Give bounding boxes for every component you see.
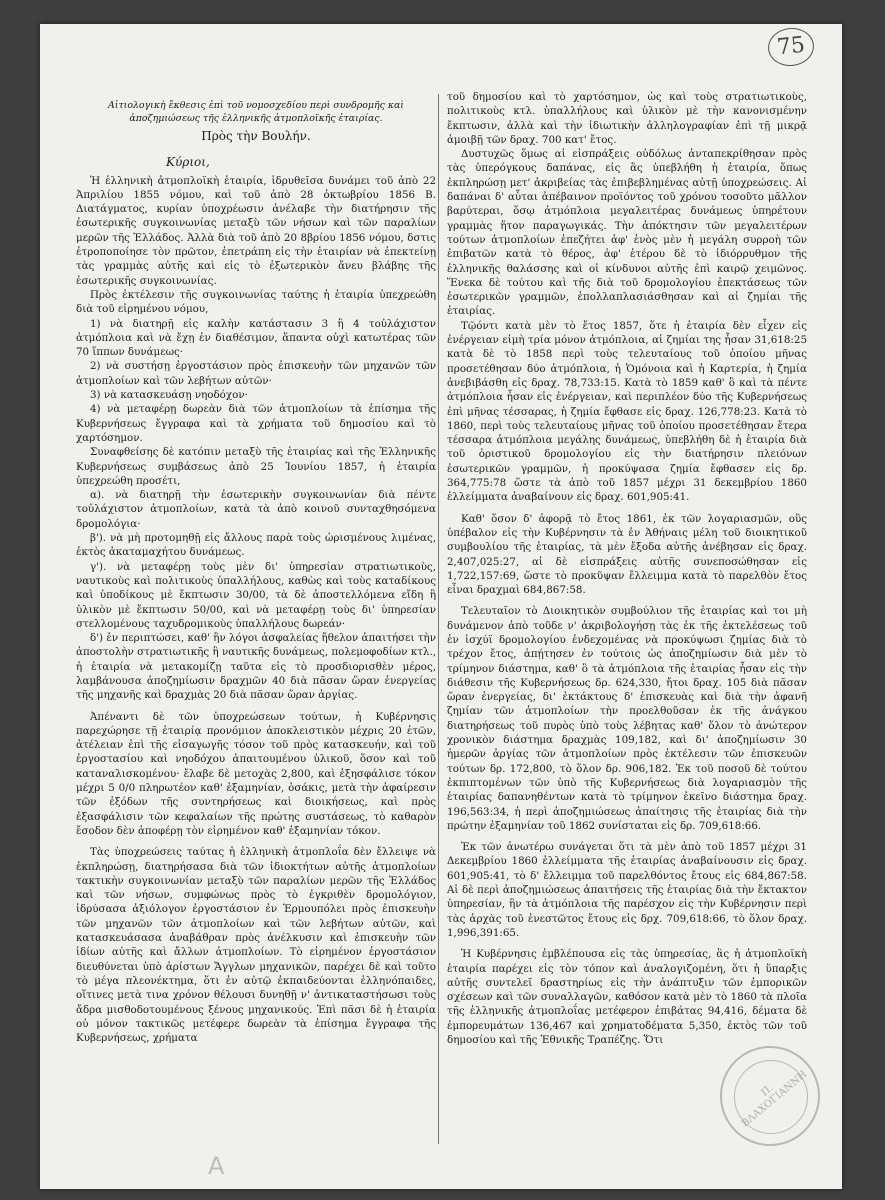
stamp-text: Π. ΒΛΑΧΟΓΙΑΝΝΗ	[739, 1068, 810, 1130]
salutation: Κύριοι,	[166, 155, 210, 170]
paragraph: Συναφθείσης δὲ κατόπιν μεταξὺ τῆς ἑταιρίας καὶ τῆς Ἑλληνικῆς Κυβερνήσεως συμβάσεως ἀπὸ 25 Ἰουνίου 1857, ἡ ἑταιρία ὑπεχρεώθη προσέτι,	[76, 446, 436, 487]
paragraph: Ἀπέναντι δὲ τῶν ὑποχρεώσεων τούτων, ἡ Κυβέρνησις παρεχώρησε τῇ ἑταιρίᾳ προνόμιον ἀποκλειστικὸν μέχρις 20 ἐτῶν, ἀτέλειαν ἐπὶ τῆς εἰσαγωγῆς τόσον τοῦ πρὸς κατασκευήν, καὶ τοῦ ἐργοστασίου καὶ νηοδόχου ἀπαιτουμένου ὑλικοῦ, ὅσον καὶ τοῦ καταναλισκομένου· ἔλαβε δὲ μετοχὰς 2,800, καὶ ἐξησφάλισε τόκον μέχρι 5 0/0 πληρωτέον καθ' ἑξαμηνίαν, ὁσάκις, μετὰ τὴν ἀφαίρεσιν τῶν ἐξόδων τῆς συντηρήσεως καὶ διοικήσεως, καὶ πρὸς ἐξασφάλισιν τῶν κεφαλαίων τῆς πρώτης συστάσεως, τὸ καθαρὸν ἔσοδον δὲν ἀποφέρῃ τὸν εἰρημένον καθ' ἑξαμηνίαν τόκον.	[76, 710, 436, 837]
paragraph: Τὰς ὑποχρεώσεις ταύτας ἡ ἑλληνικὴ ἀτμοπλοΐα δὲν ἔλλειψε νὰ ἐκπληρώσῃ, διατηρήσασα διὰ τῶν ἰδιοκτήτων αὐτῆς ἀτμοπλοίων τακτικὴν συγκοινωνίαν μεταξὺ τῶν παραλίων μερῶν τῆς Ἑλλάδος καὶ τῶν νήσων, συμφώνως πρὸς τὸ ἐγκριθὲν δρομολόγιον, ἱδρύσασα ἀξιόλογον ἐργοστάσιον ἐν Ἑρμουπόλει πρὸς ἐπισκευὴν τῶν μηχανῶν τῶν ἀτμοπλοίων καὶ τῶν λεβήτων αὐτῶν, καὶ κατασκευάσασα ἀναβάθραν πρὸς ἀνέλκυσιν καὶ ἐπισκευὴν τῶν ἰδίων αὐτῆς καὶ ἄλλων ἀτμοπλοίων. Τὸ εἰρημένον ἐργοστάσιον διευθύνεται ὑπὸ ἀρίστων Ἄγγλων μηχανικῶν, παρέχει δὲ καὶ τοῦτο τὸ μέγα πλεονέκτημα, ὅτι ἐν αὐτῷ ἐκπαιδεύονται ἑλληνόπαιδες, οἵτινες μετὰ τινα χρόνον θέλουσι δυνηθῇ ν' ἀντικαταστήσωσι τοὺς ἄδρα μισθοδοτουμένους ξένους μηχανικούς. Ἐπὶ πᾶσι δὲ ἡ ἑταιρία οὐ μόνον τακτικῶς μετέφερε δωρεὰν τὰ ἐπίσημα ἔγγραφα τῆς Κυβερνήσεως, χρήματα	[76, 846, 436, 1045]
right-column	[447, 90, 807, 1047]
list-item: δ') ἐν περιπτώσει, καθ' ἣν λόγοι ἀσφαλείας ἤθελον ἀπαιτήσει τὴν ἀποστολὴν στρατιωτικῆς ἢ ναυτικῆς δυνάμεως, πολεμοφοδίων κτλ., ἡ ἑταιρία νὰ μετακομίζῃ ταῦτα εἰς τὸ προσδιορισθὲν μέρος, λαμβάνουσα ἀποζημίωσιν δραχμῶν 40 διὰ πᾶσαν ὥραν ἐνεργείας τῆς μηχανῆς καὶ δραχμὰς 20 διὰ πᾶσαν ὥραν ἀργίας.	[76, 632, 436, 702]
paragraph: Καθ' ὅσον δ' ἀφορᾷ τὸ ἔτος 1861, ἐκ τῶν λογαριασμῶν, οὓς ὑπέβαλον εἰς τὴν Κυβέρνησιν τὰ ἐν Ἀθήναις μέλη τοῦ διοικητικοῦ συμβουλίου τῆς ἑταιρίας, τὰ μὲν ἔξοδα αὐτῆς ἀνέβησαν εἰς δραχ. 2,407,025:27, αἱ δὲ εἰσπράξεις αὐτῆς συνεποσώθησαν εἰς 1,722,157:69, ὥστε τὸ προκῦψαν ἔλλειμμα κατὰ τὸ παρελθὸν ἔτος εἶναι δραχμαὶ 684,867:58.	[447, 512, 807, 597]
pencil-mark: A	[208, 1152, 225, 1180]
paragraph: Δυστυχῶς ὅμως αἱ εἰσπράξεις οὐδόλως ἀνταπεκρίθησαν πρὸς τὰς ὑπερόγκους δαπάνας, εἰς ἃς ὑπεβλήθη ἡ ἑταιρία, ὅπως ἐκπληρώσῃ μετ' ἀκριβείας τὰς ἐπιβεβλημένας αὐτῇ ὑποχρεώσεις. Αἱ δαπάναι δ' αὗται ἀπέβαινον προϊόντος τοῦ χρόνου τοσοῦτο μᾶλλον βαρύτεραι, ὅσῳ ἀτμόπλοια μεγαλειτέρας δυνάμεως ὑπηρέτουν γραμμὰς ἥτον παραγωγικάς. Τὴν ἀπόκτησιν τῶν μεγαλειτέρων τούτων ἀτμοπλοίων ἐπεζήτει ἀφ' ἑνὸς μὲν ἡ μεγάλη συρροὴ τῶν ἐπιβατῶν κατὰ τὸ θέρος, ἀφ' ἑτέρου δὲ τὸ ἰδιόρρυθμον τῆς ἑλληνικῆς θαλάσσης καὶ οἱ κίνδυνοι αὐτῆς ἐπὶ καιρῷ χειμῶνος. Ἕνεκα δὲ τούτου καὶ τῆς διὰ τοῦ δρομολογίου ἐπεκτάσεως τῶν ἐσωτερικῶν γραμμῶν, ἐπολλαπλασιάσθησαν καὶ αἱ ζημίαι τῆς ἑταιρίας.	[447, 148, 807, 318]
column-divider	[438, 94, 439, 1144]
paragraph: Ἐκ τῶν ἀνωτέρω συνάγεται ὅτι τὰ μὲν ἀπὸ τοῦ 1857 μέχρι 31 Δεκεμβρίου 1860 ἐλλείμματα τῆς ἑταιρίας ἀναβαίνουσιν εἰς δραχ. 601,905:41, τὸ δ' ἔλλειμμα τοῦ παρελθόντος ἔτους εἰς 684,867:58. Αἱ δὲ περὶ ἀποζημιώσεως ἀπαιτήσεις τῆς ἑταιρίας διὰ τὴν ἔκτακτον ὑπηρεσίαν, ἣν τὰ ἀτμόπλοια τῆς παρέσχον εἰς τὴν Κυβέρνησιν περὶ τὰς ἀρχὰς τοῦ ἐνεστῶτος ἔτους εἰς δρχ. 709,618:66, τὸ ὅλον δραχ. 1,996,391:65.	[447, 841, 807, 939]
document-page	[40, 24, 842, 1189]
list-item: α). νὰ διατηρῇ τὴν ἐσωτερικὴν συγκοινωνίαν διὰ πέντε τοὐλάχιστον ἀτμοπλοίων, κατὰ τὰ ἀπὸ κοινοῦ συνταχθησόμενα δρομολόγια·	[76, 489, 436, 530]
library-stamp	[720, 1046, 820, 1146]
list-item: 4) νὰ μεταφέρῃ δωρεὰν διὰ τῶν ἀτμοπλοίων τὰ ἐπίσημα τῆς Κυβερνήσεως ἔγγραφα καὶ τὰ χρήματα τοῦ δημοσίου καὶ τὸ χαρτόσημον.	[76, 403, 436, 444]
paragraph: Ἡ Κυβέρνησις ἐμβλέπουσα εἰς τὰς ὑπηρεσίας, ἃς ἡ ἀτμοπλοϊκὴ ἑταιρία παρέχει εἰς τὸν τόπον καὶ ἀναλογιζομένη, ὅτι ἡ ὕπαρξις αὐτῆς συντελεῖ δραστηρίως εἰς τὴν ἀνάπτυξιν τῶν ἐμπορικῶν σχέσεων καὶ τῶν συναλλαγῶν, καθόσον κατὰ μὲν τὸ 1860 τὰ πλοῖα τῆς ἑλληνικῆς ἀτμοπλοΐας μετέφερον ἐπιβάτας 94,416, δέματα δὲ ἐμπορευμάτων 136,467 καὶ χρηματοδέματα 5,350, ἐκτὸς τῶν τοῦ δημοσίου καὶ τῆς Ἐθνικῆς Τραπέζης. Ὅτι	[447, 948, 807, 1046]
addressee: Πρὸς τὴν Βουλήν.	[201, 129, 311, 143]
list-item: 1) νὰ διατηρῇ εἰς καλὴν κατάστασιν 3 ἢ 4 τοὐλάχιστον ἀτμόπλοια καὶ νὰ ἔχῃ ἐν διαθέσιμον, ἅπαντα οὐχὶ κατωτέρας τῶν 70 ἵππων δυνάμεως·	[76, 317, 436, 359]
list-item: γ'). νὰ μεταφέρῃ τοὺς μὲν δι' ὑπηρεσίαν στρατιωτικοὺς, ναυτικοὺς καὶ πολιτικοὺς ὑπαλλήλους, καθὼς καὶ τοὺς καταδίκους καὶ ὑποδίκους μὲ ἔκπτωσιν 30/00, τὰ δὲ ἀποστελλόμενα εἴδη ἢ ὑλικὸν μὲ ἔκπτωσιν 50/00, καὶ νὰ μεταφέρῃ τοὺς δι' ὑπηρεσίαν στελλομένους ταχυδρομικοὺς ὑπαλλήλους δωρεάν·	[76, 560, 436, 630]
paragraph: τοῦ δημοσίου καὶ τὸ χαρτόσημον, ὡς καὶ τοὺς στρατιωτικοὺς, πολιτικοὺς κτλ. ὑπαλλήλους καὶ ὑλικὸν μὲ τὴν κανονισμένην ἔκπτωσιν, ἀλλὰ καὶ τὴν ἰδιωτικὴν ἀλληλογραφίαν ἐπὶ τῇ μικρᾷ ἀμοιβῇ τῶν δραχ. 700 κατ' ἔτος.	[447, 91, 807, 146]
left-column	[76, 92, 436, 1045]
list-item: β'). νὰ μὴ προτομηθῇ εἰς ἄλλους παρὰ τοὺς ὡρισμένους λιμένας, ἐκτὸς ἀκαταμαχήτου δυνάμεως.	[76, 532, 436, 559]
paragraph: Τῷόντι κατὰ μὲν τὸ ἔτος 1857, ὅτε ἡ ἑταιρία δὲν εἶχεν εἰς ἐνέργειαν εἰμὴ τρία μόνον ἀτμόπλοια, αἱ ζημίαι της ἦσαν 31,618:25 κατὰ δὲ τὸ 1858 περὶ τοὺς τελευταίους τοῦ ὁποίου μῆνας προσετέθησαν δύο ἀτμόπλοια, ἡ Ὁμόνοια καὶ ἡ Καρτερία, ἡ ζημία ἀνεβιβάσθη εἰς δραχ. 78,733:15. Κατὰ τὸ 1859 καθ' ὃ καὶ τὰ πέντε ἀτμόπλοια ἦσαν εἰς ἐνέργειαν, καὶ περιπλέον δύο τῆς Κυβερνήσεως ἐπὶ μῆνας τέσσαρας, ἡ ζημία ἔφθασε εἰς δραχ. 126,778:23. Κατὰ τὸ 1860, περὶ τοὺς τελευταίους μῆνας τοῦ ὁποίου προσετέθησαν ἕτερα τέσσαρα ἀτμόπλοια μεγάλης δυνάμεως, ὑπεβλήθη δὲ ἡ ἑταιρία διὰ τοῦ ὁριστικοῦ δρομολογίου εἰς τὴν διατήρησιν πλειόνων ἐσωτερικῶν γραμμῶν, ἡ προκύψασα ζημία ἔφθασεν εἰς δρ. 364,775:78 ὥστε τὰ ἀπὸ τοῦ 1857 μέχρι 31 δεκεμβρίου 1860 ἐλλείμματα ἀναβαίνουν εἰς δραχ. 601,905:41.	[447, 319, 807, 504]
document-heading: Αἰτιολογικὴ ἔκθεσις ἐπὶ τοῦ νομοσχεδίου περὶ συνδρομῆς καὶ ἀποζημιώσεως τῆς ἑλληνικῆς ἀτμοπλοϊκῆς ἑταιρίας.	[108, 100, 404, 124]
paragraph: Ἡ ἑλληνικὴ ἀτμοπλοϊκὴ ἑταιρία, ἱδρυθεῖσα δυνάμει τοῦ ἀπὸ 22 Ἀπριλίου 1855 νόμου, καὶ τοῦ ἀπὸ 28 ὀκτωβρίου 1856 Β. Διατάγματος, κυρίαν ὑποχρέωσιν ἀνέλαβε τὴν διατήρησιν τῆς ἐσωτερικῆς συγκοινωνίας μεταξὺ τῶν νήσων καὶ τῶν παραλίων μερῶν τῆς Ἑλλάδος. Ἀλλὰ διὰ τοῦ ἀπὸ 20 8βρίου 1856 νόμου, δστις ἐτροποποίησε τὸν πρῶτον, ἐπετράπη εἰς τὴν ἑταιρίαν νὰ ἐπεκτείνῃ τὰς γραμμὰς αὐτῆς καὶ εἰς τὸ ἐξωτερικὸν ἄνευ βλάβης τῆς ἐσωτερικῆς συγκοινωνίας.	[76, 174, 436, 287]
list-item: 3) νὰ κατασκευάσῃ νηοδόχον·	[90, 389, 248, 402]
paragraph: Τελευταῖον τὸ Διοικητικὸν συμβούλιον τῆς ἑταιρίας καὶ τοι μὴ δυνάμενον ἀπὸ τοῦδε ν' ἀκριβολογήσῃ τὰς ἐκ τῆς ἐκτελέσεως τοῦ ἐν ἰσχύϊ δρομολογίου ἐνδεχομένας νὰ προκύψωσι ζημίας διὰ τὸ τρέχον ἔτος, ἀπῄτησεν ἐν τούτοις ὡς ἀποζημίωσιν διὰ μὲν τὸ τρίμηνον διάστημα, καθ' ὃ τὰ ἀτμόπλοια τῆς ἑταιρίας ἦσαν εἰς τὴν διάθεσιν τῆς Κυβερνήσεως δρ. 624,330, ἤτοι δραχ. 105 διὰ πᾶσαν ὥραν ἐνεργείας, δι' ἐκτάκτους δ' ἐπισκευὰς καὶ διὰ τὴν ἀφανῆ ζημίαν τῶν ἀτμοπλοίων τὴν προελθοῦσαν ἐκ τῆς ἀνάγκου διατηρήσεως τοῦ πυρὸς ὑπὸ τοὺς λέβητας καθ' ὅλον τὸ ἀνώτερον χρονικὸν διάστημα δραχμὰς 109,182, καὶ δι' ἀποζημίωσιν 30 ἡμερῶν ἀργίας τῶν ἀτμοπλοίων πρὸς ἐκτέλεσιν τῶν ἐπισκευῶν τούτων δρ. 172,800, τὸ ὅλον δρ. 906,182. Ἐκ τοῦ ποσοῦ δὲ τούτου ἐκπιπτομένων τῶν ὑπὸ τῆς Κυβερνήσεως διὰ λογαριασμὸν τῆς ἑταιρίας δαπανηθέντων κατὰ τὸ τρίμηνον ἐκεῖνο διάστημα δραχ. 196,563:34, ἡ περὶ ἀποζημιώσεως ἀπαίτησις τῆς ἑταιρίας διὰ τὴν πρώτην ἑξαμηνίαν τοῦ 1862 συνίσταται εἰς δρ. 709,618:66.	[447, 605, 807, 832]
page-number: 75	[766, 26, 816, 69]
paragraph: Πρὸς ἐκτέλεσιν τῆς συγκοινωνίας ταύτης ἡ ἑταιρία ὑπεχρεώθη διὰ τοῦ εἰρημένου νόμου,	[76, 288, 436, 316]
list-item: 2) νὰ συστήσῃ ἐργοστάσιον πρὸς ἐπισκευὴν τῶν μηχανῶν τῶν ἀτμοπλοίων καὶ τῶν λεβήτων αὐτῶν·	[76, 360, 436, 387]
